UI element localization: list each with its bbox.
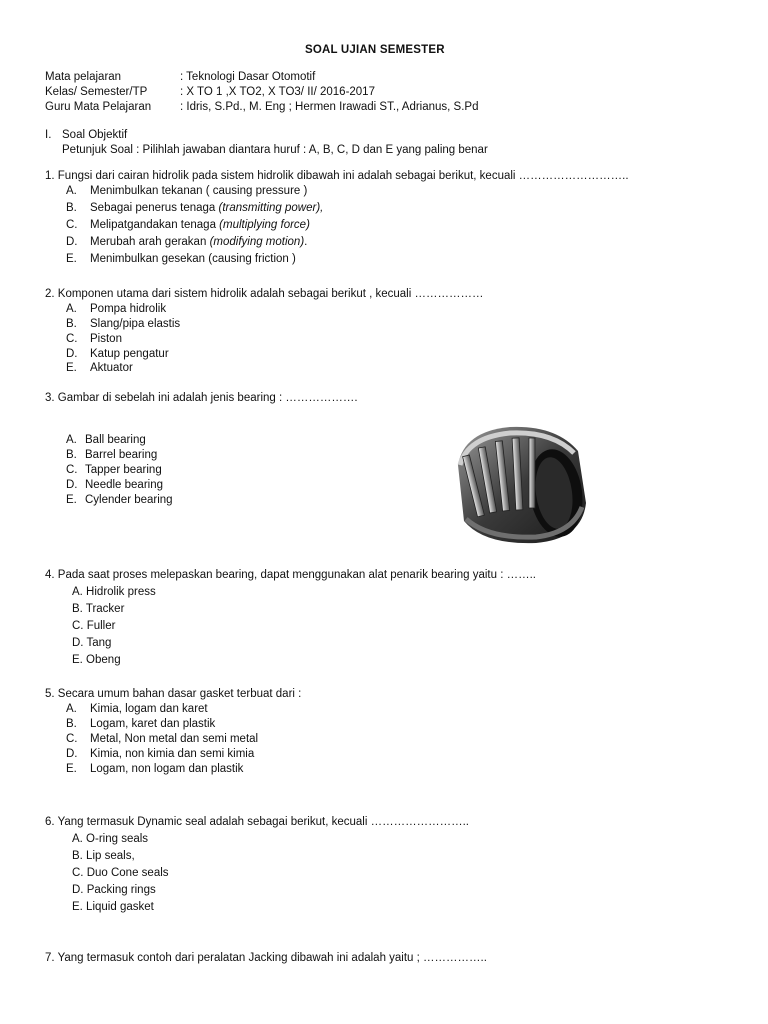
needle-bearing-image bbox=[444, 421, 592, 549]
option-text: C. Duo Cone seals bbox=[72, 867, 169, 879]
info-value-class: : X TO 1 ,X TO2, X TO3/ II/ 2016-2017 bbox=[180, 86, 375, 98]
option-letter: C. bbox=[66, 733, 78, 745]
question-text: 7. Yang termasuk contoh dari peralatan Jacking dibawah ini adalah yaitu ; …………….. bbox=[45, 952, 487, 964]
option-text: B. Tracker bbox=[72, 603, 125, 615]
option-letter: A. bbox=[66, 185, 77, 197]
question-text: 6. Yang termasuk Dynamic seal adalah sebagai berikut, kecuali …………………….. bbox=[45, 816, 469, 828]
option-text: Barrel bearing bbox=[85, 449, 158, 461]
option-letter: A. bbox=[66, 303, 77, 315]
option-letter: C. bbox=[66, 464, 78, 476]
info-value-subject: : Teknologi Dasar Otomotif bbox=[180, 71, 316, 83]
option-text: Logam, karet dan plastik bbox=[90, 718, 216, 730]
option-text: Merubah arah gerakan (modifying motion). bbox=[90, 236, 308, 248]
option-text: C. Fuller bbox=[72, 620, 116, 632]
option-letter: B. bbox=[66, 318, 77, 330]
question-text: 5. Secara umum bahan dasar gasket terbuat dari : bbox=[45, 688, 302, 700]
option-text: Metal, Non metal dan semi metal bbox=[90, 733, 259, 745]
option-text: Menimbulkan tekanan ( causing pressure ) bbox=[90, 185, 308, 197]
option-text: A. Hidrolik press bbox=[72, 586, 156, 598]
option-letter: C. bbox=[66, 333, 78, 345]
section-instruction: Petunjuk Soal : Pilihlah jawaban diantara huruf : A, B, C, D dan E yang paling benar bbox=[62, 144, 488, 156]
option-text: D. Packing rings bbox=[72, 884, 156, 896]
option-letter: B. bbox=[66, 449, 77, 461]
option-text: Menimbulkan gesekan (causing friction ) bbox=[90, 253, 296, 265]
option-text: Piston bbox=[90, 333, 122, 345]
option-letter: E. bbox=[66, 362, 77, 374]
option-letter: D. bbox=[66, 748, 78, 760]
info-label-subject: Mata pelajaran bbox=[45, 71, 122, 83]
option-text: Cylender bearing bbox=[85, 494, 173, 506]
question-text: 4. Pada saat proses melepaskan bearing, dapat menggunakan alat penarik bearing yaitu : …….. bbox=[45, 569, 536, 581]
option-text: Aktuator bbox=[90, 362, 133, 374]
option-letter: D. bbox=[66, 348, 78, 360]
option-text: Kimia, logam dan karet bbox=[90, 703, 208, 715]
option-text: B. Lip seals, bbox=[72, 850, 135, 862]
option-text: A. O-ring seals bbox=[72, 833, 149, 845]
option-text: Ball bearing bbox=[85, 434, 146, 446]
option-text: Tapper bearing bbox=[85, 464, 162, 476]
option-text: E. Obeng bbox=[72, 654, 121, 666]
option-text: E. Liquid gasket bbox=[72, 901, 154, 913]
option-letter: A. bbox=[66, 434, 77, 446]
section-number: I. bbox=[45, 129, 52, 141]
option-letter: D. bbox=[66, 479, 78, 491]
option-text: Logam, non logam dan plastik bbox=[90, 763, 244, 775]
option-letter: E. bbox=[66, 253, 77, 265]
option-text: D. Tang bbox=[72, 637, 112, 649]
question-text: 3. Gambar di sebelah ini adalah jenis bearing : ………………. bbox=[45, 392, 358, 404]
option-text: Pompa hidrolik bbox=[90, 303, 167, 315]
option-letter: E. bbox=[66, 494, 77, 506]
option-letter: B. bbox=[66, 718, 77, 730]
option-text: Slang/pipa elastis bbox=[90, 318, 181, 330]
section-title: Soal Objektif bbox=[62, 129, 128, 141]
option-letter: B. bbox=[66, 202, 77, 214]
option-letter: D. bbox=[66, 236, 78, 248]
option-text: Kimia, non kimia dan semi kimia bbox=[90, 748, 255, 760]
page-title: SOAL UJIAN SEMESTER bbox=[305, 44, 445, 56]
question-text: 1. Fungsi dari cairan hidrolik pada sistem hidrolik dibawah ini adalah sebagai berikut, kecuali ……………………….. bbox=[45, 170, 629, 182]
info-value-teacher: : Idris, S.Pd., M. Eng ; Hermen Irawadi ST., Adrianus, S.Pd bbox=[180, 101, 479, 113]
option-text: Needle bearing bbox=[85, 479, 164, 491]
question-text: 2. Komponen utama dari sistem hidrolik adalah sebagai berikut , kecuali ……………… bbox=[45, 288, 484, 300]
info-label-class: Kelas/ Semester/TP bbox=[45, 86, 148, 98]
option-letter: E. bbox=[66, 763, 77, 775]
option-text: Melipatgandakan tenaga (multiplying force) bbox=[90, 219, 310, 231]
option-text: Sebagai penerus tenaga (transmitting power), bbox=[90, 202, 324, 214]
option-letter: C. bbox=[66, 219, 78, 231]
option-letter: A. bbox=[66, 703, 77, 715]
info-label-teacher: Guru Mata Pelajaran bbox=[45, 101, 152, 113]
option-text: Katup pengatur bbox=[90, 348, 169, 360]
